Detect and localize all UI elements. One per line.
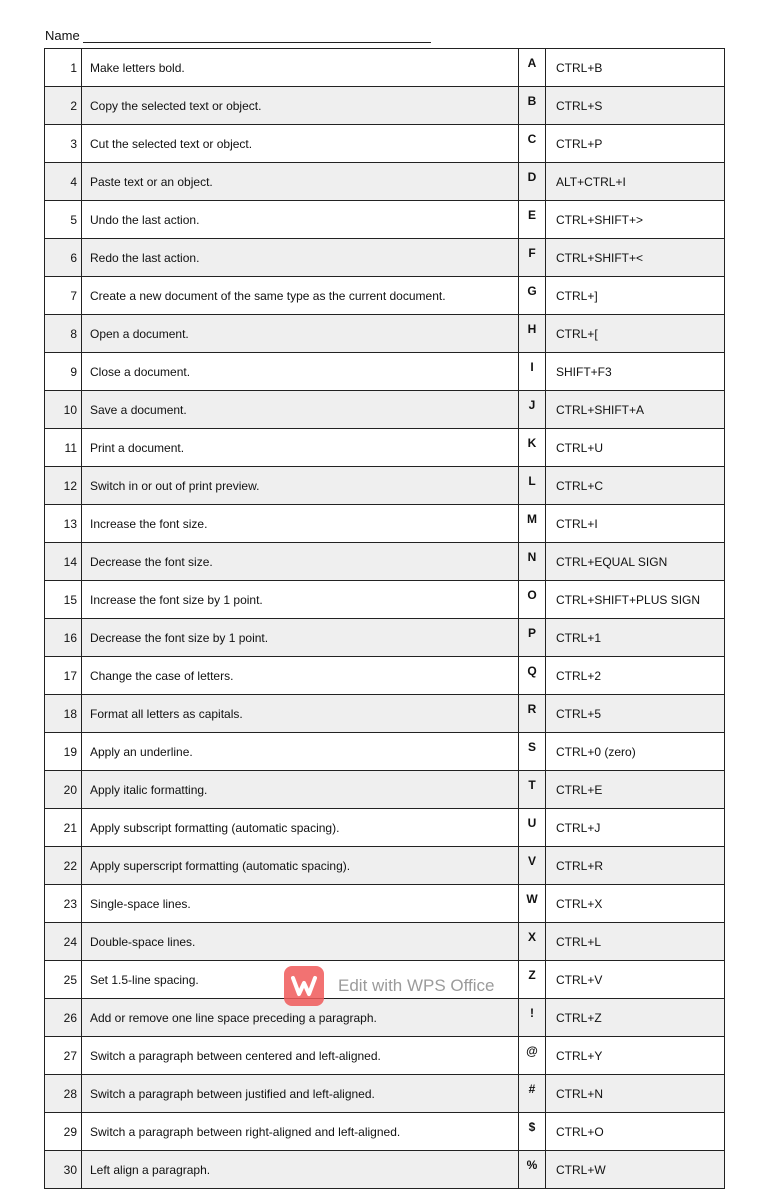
row-letter: L [519, 467, 546, 505]
row-description: Switch a paragraph between right-aligned and left-aligned. [82, 1113, 519, 1151]
row-number: 6 [45, 239, 82, 277]
row-letter: @ [519, 1037, 546, 1075]
row-shortcut: CTRL+1 [546, 619, 725, 657]
row-description: Double-space lines. [82, 923, 519, 961]
row-number: 28 [45, 1075, 82, 1113]
row-shortcut: CTRL+Z [546, 999, 725, 1037]
table-row [45, 619, 725, 657]
row-description: Change the case of letters. [82, 657, 519, 695]
row-letter: F [519, 239, 546, 277]
table-row [45, 201, 725, 239]
row-letter: P [519, 619, 546, 657]
row-number: 16 [45, 619, 82, 657]
table-row [45, 467, 725, 505]
row-number: 4 [45, 163, 82, 201]
row-number: 23 [45, 885, 82, 923]
row-description: Apply an underline. [82, 733, 519, 771]
row-description: Print a document. [82, 429, 519, 467]
row-description: Decrease the font size by 1 point. [82, 619, 519, 657]
table-row [45, 695, 725, 733]
row-shortcut: CTRL+[ [546, 315, 725, 353]
row-shortcut: CTRL+O [546, 1113, 725, 1151]
row-shortcut: CTRL+B [546, 49, 725, 87]
row-letter: G [519, 277, 546, 315]
row-description: Redo the last action. [82, 239, 519, 277]
row-shortcut: CTRL+U [546, 429, 725, 467]
table-row [45, 87, 725, 125]
table-row [45, 1075, 725, 1113]
row-letter: V [519, 847, 546, 885]
row-letter: Z [519, 961, 546, 999]
wps-watermark[interactable] [284, 966, 495, 1006]
row-number: 3 [45, 125, 82, 163]
row-number: 26 [45, 999, 82, 1037]
table-row [45, 429, 725, 467]
row-description: Save a document. [82, 391, 519, 429]
row-letter: % [519, 1151, 546, 1189]
table-row [45, 163, 725, 201]
row-letter: B [519, 87, 546, 125]
row-description: Set 1.5-line spacing. [82, 961, 519, 999]
row-shortcut: SHIFT+F3 [546, 353, 725, 391]
row-number: 12 [45, 467, 82, 505]
row-letter: A [519, 49, 546, 87]
table-row [45, 771, 725, 809]
row-letter: M [519, 505, 546, 543]
row-description: Decrease the font size. [82, 543, 519, 581]
row-description: Switch in or out of print preview. [82, 467, 519, 505]
row-letter: D [519, 163, 546, 201]
table-row [45, 1113, 725, 1151]
table-row [45, 809, 725, 847]
row-letter: H [519, 315, 546, 353]
row-description: Apply italic formatting. [82, 771, 519, 809]
row-letter: X [519, 923, 546, 961]
row-letter: E [519, 201, 546, 239]
row-shortcut: CTRL+SHIFT+PLUS SIGN [546, 581, 725, 619]
row-description: Open a document. [82, 315, 519, 353]
table-row [45, 1151, 725, 1189]
table-row [45, 505, 725, 543]
row-description: Cut the selected text or object. [82, 125, 519, 163]
row-shortcut: CTRL+SHIFT+A [546, 391, 725, 429]
row-description: Apply subscript formatting (automatic spacing). [82, 809, 519, 847]
row-description: Increase the font size by 1 point. [82, 581, 519, 619]
name-field[interactable] [45, 28, 431, 43]
row-description: Undo the last action. [82, 201, 519, 239]
row-letter: I [519, 353, 546, 391]
row-shortcut: CTRL+SHIFT+> [546, 201, 725, 239]
row-number: 30 [45, 1151, 82, 1189]
row-shortcut: CTRL+L [546, 923, 725, 961]
row-shortcut: CTRL+] [546, 277, 725, 315]
row-letter: J [519, 391, 546, 429]
row-number: 2 [45, 87, 82, 125]
row-shortcut: CTRL+C [546, 467, 725, 505]
table-row [45, 125, 725, 163]
row-description: Add or remove one line space preceding a paragraph. [82, 999, 519, 1037]
row-number: 19 [45, 733, 82, 771]
row-letter: K [519, 429, 546, 467]
row-description: Left align a paragraph. [82, 1151, 519, 1189]
row-number: 5 [45, 201, 82, 239]
row-shortcut: CTRL+5 [546, 695, 725, 733]
row-letter: # [519, 1075, 546, 1113]
wps-logo-icon [284, 966, 324, 1006]
row-shortcut: CTRL+W [546, 1151, 725, 1189]
table-row [45, 847, 725, 885]
row-description: Copy the selected text or object. [82, 87, 519, 125]
row-description: Paste text or an object. [82, 163, 519, 201]
table-row [45, 49, 725, 87]
row-description: Increase the font size. [82, 505, 519, 543]
table-row [45, 657, 725, 695]
row-number: 22 [45, 847, 82, 885]
row-letter: ! [519, 999, 546, 1037]
shortcut-matching-table [44, 48, 725, 1189]
row-number: 18 [45, 695, 82, 733]
row-shortcut: CTRL+I [546, 505, 725, 543]
row-description: Make letters bold. [82, 49, 519, 87]
row-number: 8 [45, 315, 82, 353]
row-letter: W [519, 885, 546, 923]
row-number: 27 [45, 1037, 82, 1075]
table-row [45, 315, 725, 353]
row-shortcut: CTRL+S [546, 87, 725, 125]
row-number: 25 [45, 961, 82, 999]
row-shortcut: CTRL+2 [546, 657, 725, 695]
row-number: 24 [45, 923, 82, 961]
row-shortcut: CTRL+N [546, 1075, 725, 1113]
row-number: 10 [45, 391, 82, 429]
row-letter: O [519, 581, 546, 619]
row-number: 13 [45, 505, 82, 543]
table-row [45, 885, 725, 923]
row-description: Format all letters as capitals. [82, 695, 519, 733]
row-description: Switch a paragraph between justified and left-aligned. [82, 1075, 519, 1113]
row-shortcut: CTRL+X [546, 885, 725, 923]
row-number: 11 [45, 429, 82, 467]
table-row [45, 1037, 725, 1075]
row-shortcut: CTRL+SHIFT+< [546, 239, 725, 277]
row-number: 14 [45, 543, 82, 581]
row-letter: T [519, 771, 546, 809]
table-row [45, 543, 725, 581]
row-shortcut: CTRL+EQUAL SIGN [546, 543, 725, 581]
row-description: Single-space lines. [82, 885, 519, 923]
row-letter: U [519, 809, 546, 847]
row-number: 7 [45, 277, 82, 315]
row-shortcut: CTRL+P [546, 125, 725, 163]
row-description: Create a new document of the same type as the current document. [82, 277, 519, 315]
table-row [45, 353, 725, 391]
table-row [45, 923, 725, 961]
row-number: 17 [45, 657, 82, 695]
row-shortcut: CTRL+R [546, 847, 725, 885]
row-letter: $ [519, 1113, 546, 1151]
row-number: 20 [45, 771, 82, 809]
row-shortcut: CTRL+E [546, 771, 725, 809]
table-row [45, 391, 725, 429]
name-label: Name [45, 28, 80, 43]
row-number: 9 [45, 353, 82, 391]
row-number: 21 [45, 809, 82, 847]
table-row [45, 239, 725, 277]
row-description: Apply superscript formatting (automatic spacing). [82, 847, 519, 885]
row-shortcut: CTRL+0 (zero) [546, 733, 725, 771]
row-letter: S [519, 733, 546, 771]
row-number: 15 [45, 581, 82, 619]
row-letter: Q [519, 657, 546, 695]
row-description: Switch a paragraph between centered and left-aligned. [82, 1037, 519, 1075]
row-number: 29 [45, 1113, 82, 1151]
row-description: Close a document. [82, 353, 519, 391]
row-shortcut: ALT+CTRL+I [546, 163, 725, 201]
row-shortcut: CTRL+Y [546, 1037, 725, 1075]
row-letter: C [519, 125, 546, 163]
row-letter: R [519, 695, 546, 733]
wps-watermark-text: Edit with WPS Office [338, 976, 495, 995]
row-shortcut: CTRL+V [546, 961, 725, 999]
row-shortcut: CTRL+J [546, 809, 725, 847]
row-letter: N [519, 543, 546, 581]
row-number: 1 [45, 49, 82, 87]
table-row [45, 277, 725, 315]
name-blank-line[interactable] [83, 30, 431, 43]
table-row [45, 581, 725, 619]
table-row [45, 733, 725, 771]
